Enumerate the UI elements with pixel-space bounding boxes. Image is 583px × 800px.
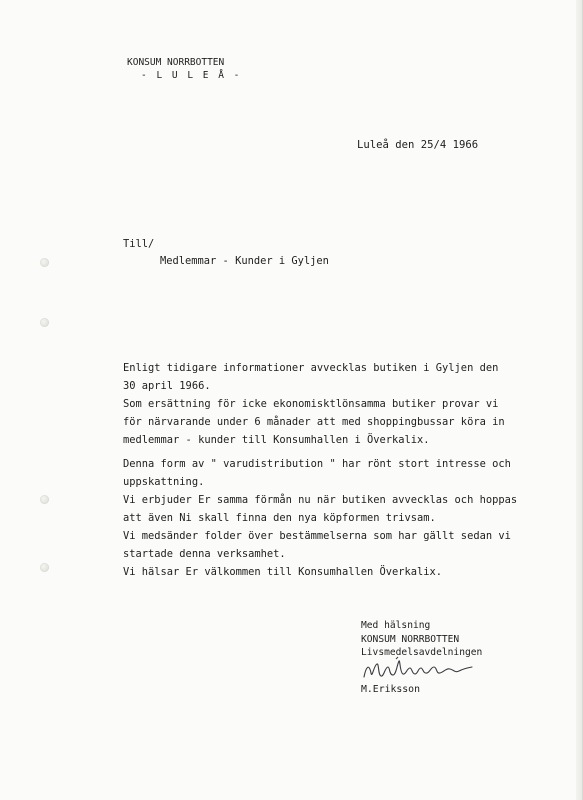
body-line: Enligt tidigare informationer avvecklas butiken i Gyljen den [123, 362, 499, 374]
closing-line: Med hälsning [361, 620, 431, 631]
signature [360, 655, 480, 685]
body-line: medlemmar - kunder till Konsumhallen i Överkalix. [123, 434, 430, 446]
body-line: att även Ni skall finna den nya köpformen trivsam. [123, 512, 436, 524]
date-line: Luleå den 25/4 1966 [357, 139, 479, 151]
closing-block [361, 619, 482, 660]
letterhead-org: KONSUM NORRBOTTEN [127, 57, 225, 68]
recipients: Medlemmar - Kunder i Gyljen [160, 255, 329, 267]
body-line: uppskattning. [123, 476, 205, 488]
signer-name: M.Eriksson [361, 684, 420, 695]
letter-body [123, 359, 517, 581]
body-line: Denna form av " varudistribution " har rönt stort intresse och [123, 458, 511, 470]
body-line: startade denna verksamhet. [123, 548, 286, 560]
body-line: 30 april 1966. [123, 380, 211, 392]
body-line: Vi erbjuder Er samma förmån nu när butiken avvecklas och hoppas [123, 494, 518, 506]
salutation: Till/ [123, 238, 155, 250]
letterhead-city: - L U L E Å - [141, 69, 242, 81]
body-line: Som ersättning för icke ekonomisktlönsamma butiker provar vi [123, 398, 499, 410]
punch-hole [40, 258, 49, 267]
page-edge [576, 0, 582, 800]
punch-hole [40, 563, 49, 572]
closing-line: Livsmedelsavdelningen [361, 647, 483, 658]
closing-line: KONSUM NORRBOTTEN [361, 633, 460, 645]
punch-hole [40, 318, 49, 327]
letterhead [127, 58, 241, 80]
body-line: för närvarande under 6 månader att med shoppingbussar köra in [123, 416, 505, 428]
body-line: Vi hälsar Er välkommen till Konsumhallen Överkalix. [123, 566, 443, 578]
punch-hole [40, 495, 49, 504]
body-line: Vi medsänder folder över bestämmelserna som har gällt sedan vi [123, 530, 511, 542]
